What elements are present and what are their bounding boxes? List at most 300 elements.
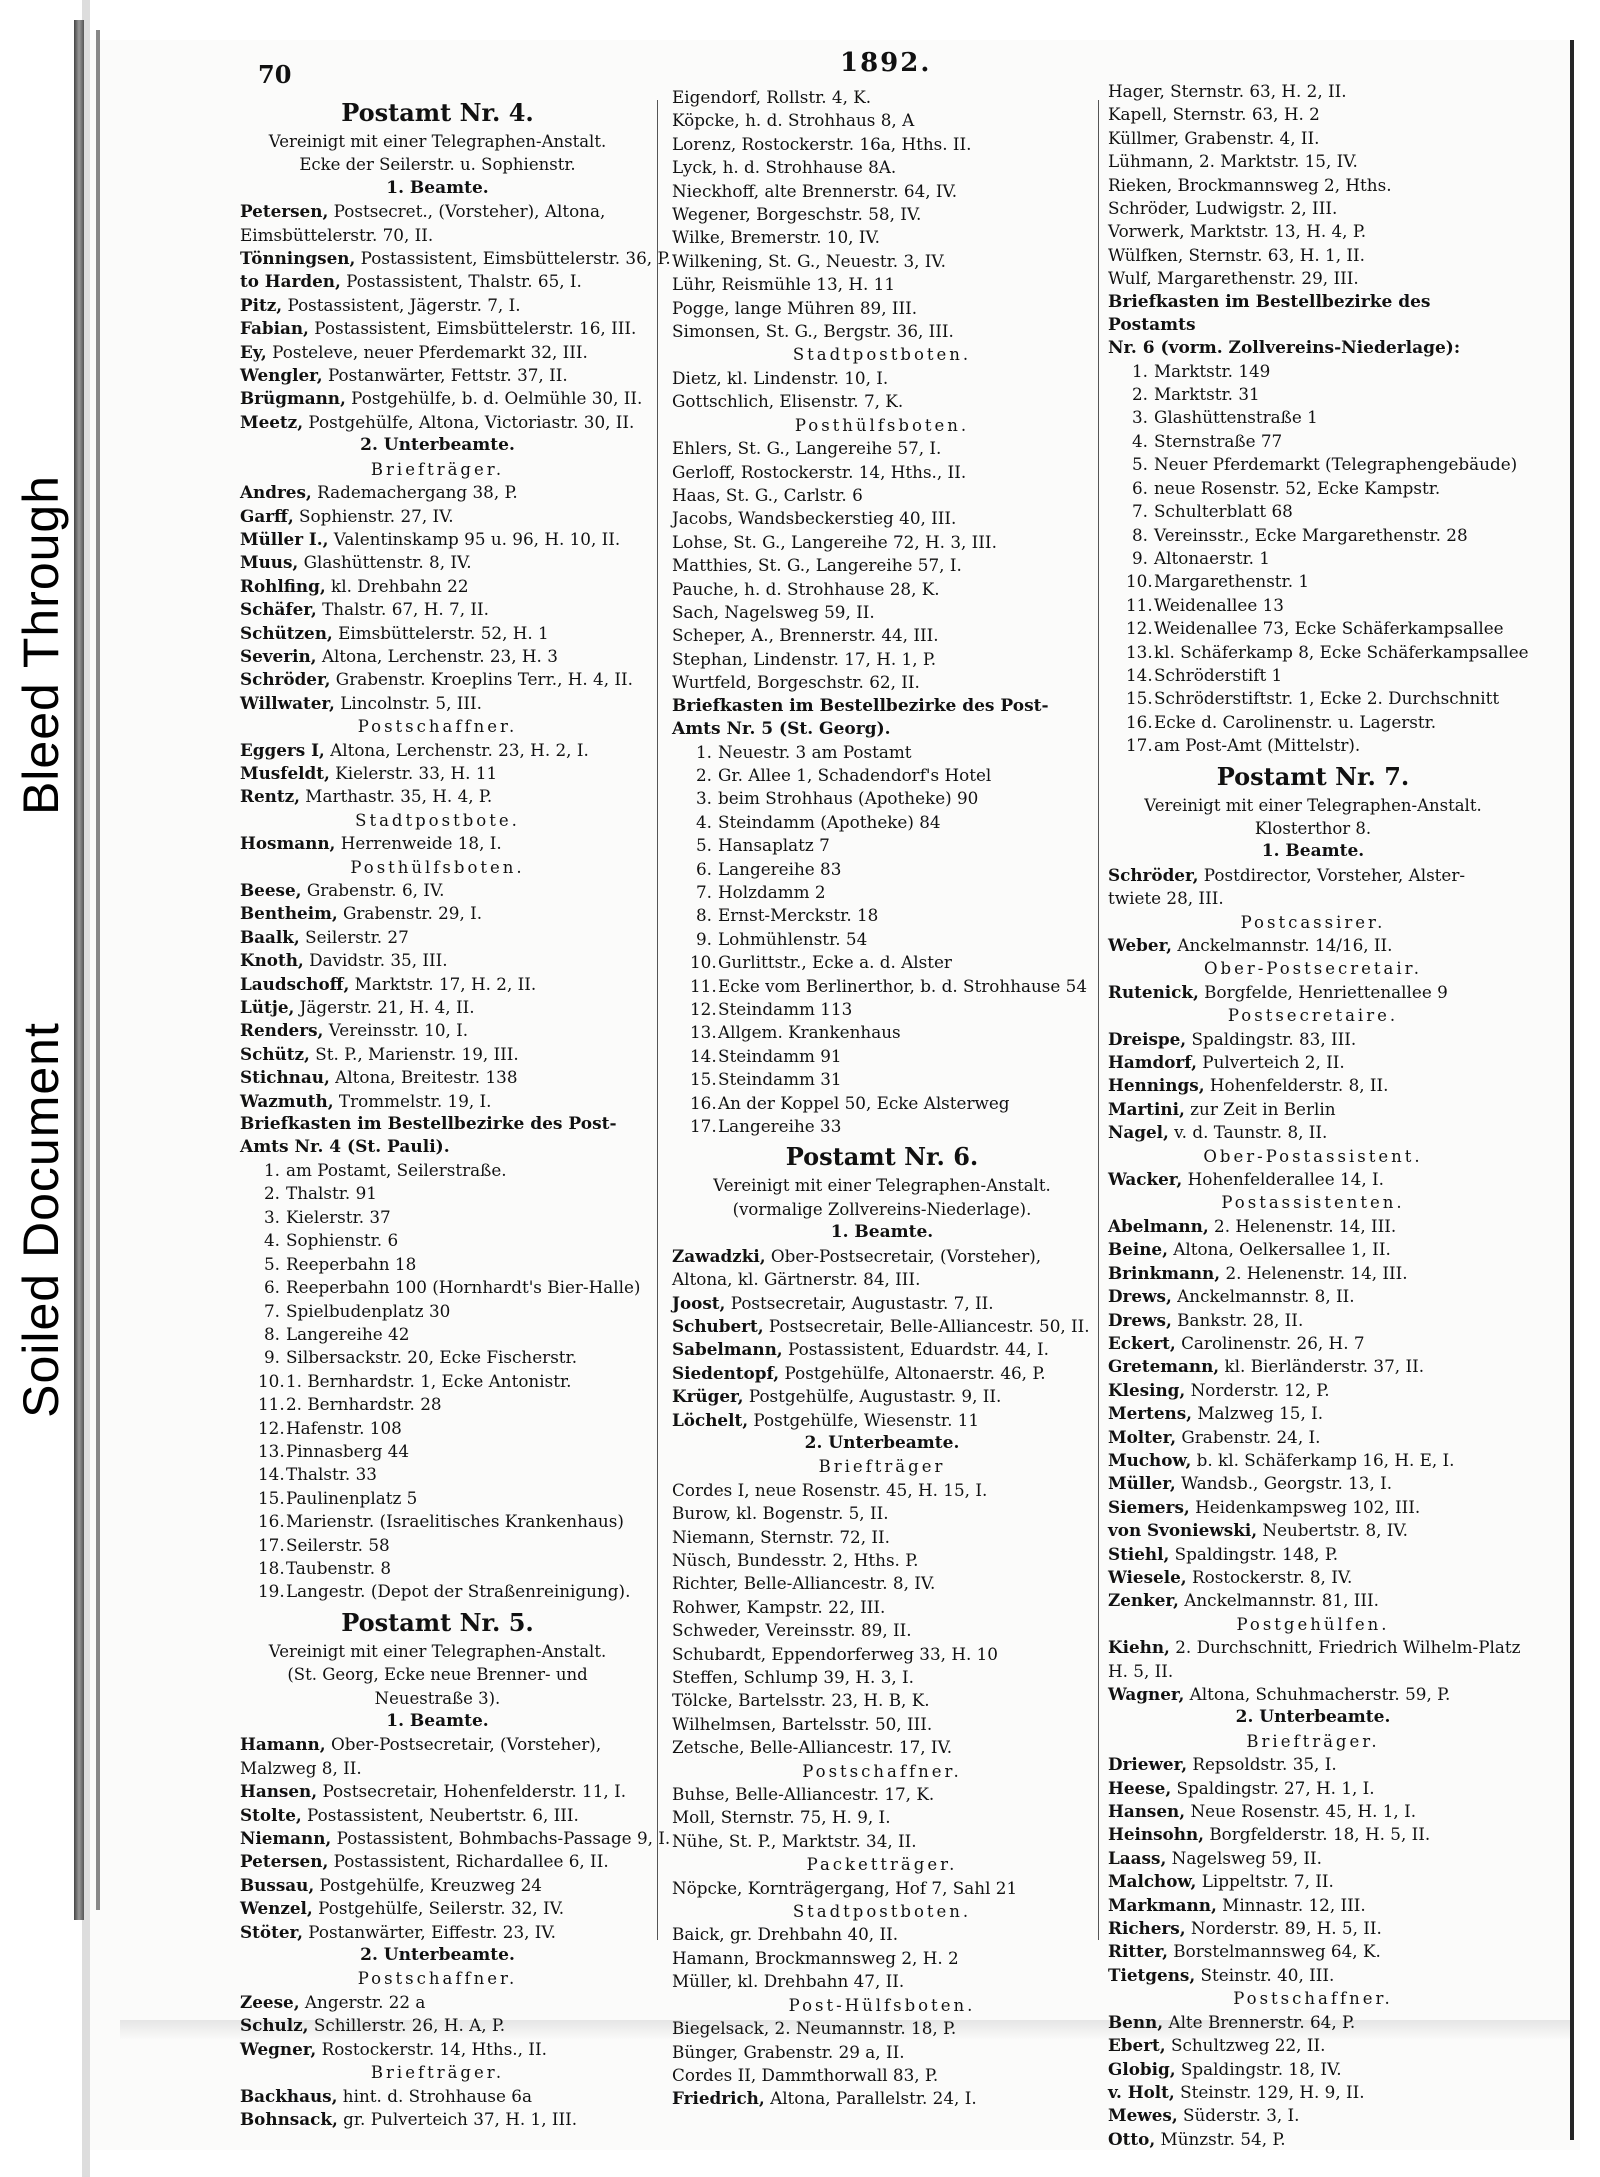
entry-details: Vorwerk, Marktstr. 13, H. 4, P. xyxy=(1108,221,1367,242)
mailbox-item xyxy=(1108,477,1518,500)
mailbox-location: Hansaplatz 7 xyxy=(718,835,830,856)
mailbox-item xyxy=(1108,524,1518,547)
directory-entry xyxy=(240,1827,671,1850)
entry-details: Postanwärter, Fettstr. 37, II. xyxy=(322,365,568,386)
mailbox-location: Steindamm 91 xyxy=(718,1045,842,1066)
mailbox-item xyxy=(1108,687,1518,710)
mailbox-item xyxy=(240,1487,635,1510)
entry-name: Wagner, xyxy=(1108,1684,1185,1704)
entry-details: Postgehülfe, Altonaerstr. 46, P. xyxy=(779,1362,1046,1383)
directory-entry xyxy=(672,1385,1092,1408)
mailbox-item xyxy=(240,1393,635,1416)
mailbox-number: 1. xyxy=(695,741,712,762)
directory-entry xyxy=(240,528,635,551)
mailbox-location: Steindamm 113 xyxy=(718,999,853,1020)
entry-details: Lohse, St. G., Langereihe 72, H. 3, III. xyxy=(672,531,997,552)
entry-details: Altona, kl. Gärtnerstr. 84, III. xyxy=(672,1269,921,1290)
mailbox-number: 19. xyxy=(258,1581,285,1602)
directory-entry xyxy=(1108,887,1518,910)
entry-details: Lühmann, 2. Marktstr. 15, IV. xyxy=(1108,151,1358,172)
mailbox-number: 4. xyxy=(695,811,712,832)
directory-entry xyxy=(672,273,1092,296)
entry-name: Siedentopf, xyxy=(672,1362,780,1383)
directory-entry xyxy=(240,949,635,972)
directory-entry xyxy=(1108,2081,1518,2104)
directory-entry xyxy=(672,1549,1092,1572)
entry-details: Buhse, Belle-Alliancestr. 17, K. xyxy=(672,1784,935,1805)
directory-entry xyxy=(1108,1355,1518,1378)
mailbox-item xyxy=(672,1021,1092,1044)
entry-details: Postsecretair, Hohenfelderstr. 11, I. xyxy=(317,1781,627,1802)
directory-entry xyxy=(240,481,635,504)
entry-details: Marktstr. 17, H. 2, II. xyxy=(349,973,537,994)
entry-details: Spaldingstr. 27, H. 1, I. xyxy=(1171,1777,1375,1798)
directory-entry xyxy=(1108,1472,1518,1495)
directory-entry xyxy=(672,1502,1092,1525)
entry-details: Rostockerstr. 14, Hths., II. xyxy=(316,2038,547,2059)
mailbox-location: Sophienstr. 6 xyxy=(286,1230,399,1251)
mailbox-item xyxy=(240,1557,635,1580)
directory-entry xyxy=(672,1292,1092,1315)
directory-entry xyxy=(672,250,1092,273)
entry-details: Minnastr. 12, III. xyxy=(1216,1894,1366,1915)
mailbox-location: Ecke vom Berlinerthor, b. d. Strohhause 54 xyxy=(718,975,1088,996)
directory-entry xyxy=(1108,1496,1518,1519)
directory-entry xyxy=(672,1689,1092,1712)
mailbox-location: Neuer Pferdemarkt (Telegraphengebäude) xyxy=(1154,454,1518,475)
section-heading: 1. Beamte. xyxy=(1261,841,1365,862)
entry-name: Wazmuth, xyxy=(240,1090,334,1111)
directory-entry xyxy=(240,505,635,528)
directory-entry xyxy=(672,1783,1092,1806)
entry-details: Nühe, St. P., Marktstr. 34, II. xyxy=(672,1830,917,1851)
office-subtitle: Neuestraße 3). xyxy=(374,1688,501,1708)
entry-name: Löchelt, xyxy=(672,1409,749,1430)
entry-details: Spaldingstr. 83, III. xyxy=(1186,1028,1357,1049)
directory-entry xyxy=(1108,1660,1518,1683)
mailbox-number: 14. xyxy=(258,1464,285,1485)
entry-details: Wilhelmsen, Bartelsstr. 50, III. xyxy=(672,1713,933,1734)
mailbox-location: Steindamm 31 xyxy=(718,1069,842,1090)
directory-entry xyxy=(1108,2034,1518,2057)
directory-entry xyxy=(672,2017,1092,2040)
entry-details: Anckelmannstr. 14/16, II. xyxy=(1172,935,1393,955)
directory-entry xyxy=(240,1019,635,1042)
directory-entry xyxy=(1108,197,1518,220)
entry-details: Glashüttenstr. 8, IV. xyxy=(298,552,472,573)
directory-entry xyxy=(672,484,1092,507)
directory-entry xyxy=(240,1874,635,1897)
entry-name: Brinkmann, xyxy=(1108,1262,1221,1283)
entry-details: Lorenz, Rostockerstr. 16a, Hths. II. xyxy=(672,133,972,154)
entry-details: Steinstr. 129, H. 9, II. xyxy=(1174,2081,1365,2102)
mailbox-item xyxy=(240,1276,641,1299)
entry-name: Müller, xyxy=(1108,1473,1176,1494)
mailbox-number: 12. xyxy=(1126,618,1153,639)
entry-details: Lippeltstr. 7, II. xyxy=(1196,1871,1334,1892)
directory-entry xyxy=(1108,1683,1518,1706)
directory-entry xyxy=(1108,1823,1518,1846)
column-rule xyxy=(1098,100,1099,1940)
entry-name: Hennings, xyxy=(1108,1075,1205,1096)
mailbox-number: 11. xyxy=(1126,594,1153,615)
mailbox-location: 2. Bernhardstr. 28 xyxy=(286,1394,442,1415)
entry-name: Hosmann, xyxy=(240,833,336,854)
entry-name: Bussau, xyxy=(240,1874,315,1895)
directory-entry xyxy=(1108,174,1518,197)
entry-name: Ey, xyxy=(240,341,267,362)
entry-name: Wenzel, xyxy=(240,1898,313,1919)
entry-name: Eggers I, xyxy=(240,739,325,760)
mailbox-location: Pinnasberg 44 xyxy=(286,1440,410,1461)
entry-details: Posteleve, neuer Pferdemarkt 32, III. xyxy=(266,341,588,362)
office-heading: Postamt Nr. 6. xyxy=(785,1142,979,1172)
mailbox-location: Schröderstiftstr. 1, Ecke 2. Durchschnitt xyxy=(1154,688,1500,709)
entry-details: hint. d. Strohhause 6a xyxy=(337,2085,532,2106)
entry-details: Haas, St. G., Carlstr. 6 xyxy=(672,484,863,505)
entry-name: Severin, xyxy=(240,645,317,666)
entry-name: Musfeldt, xyxy=(240,762,330,783)
entry-details: Grabenstr. 29, I. xyxy=(337,903,483,924)
entry-name: Backhaus, xyxy=(240,2085,338,2106)
category-heading: Briefträger xyxy=(818,1457,946,1477)
mailbox-item xyxy=(1108,430,1518,453)
section-heading: 1. Beamte. xyxy=(830,1222,934,1243)
book-spine xyxy=(74,20,84,1920)
mailbox-number: 3. xyxy=(1131,407,1148,428)
entry-name: Hamann, xyxy=(240,1734,326,1755)
directory-entry xyxy=(240,551,635,574)
entry-details: Repsoldstr. 35, I. xyxy=(1187,1754,1337,1775)
directory-entry xyxy=(240,879,635,902)
entry-name: Stöter, xyxy=(240,1921,303,1942)
entry-name: Abelmann, xyxy=(1108,1215,1209,1236)
directory-entry xyxy=(240,1090,635,1113)
office-subtitle: Vereinigt mit einer Telegraphen-Anstalt. xyxy=(1144,795,1482,815)
entry-name: Dreispe, xyxy=(1108,1028,1187,1049)
entry-name: Zenker, xyxy=(1108,1590,1179,1611)
mailbox-location: Glashüttenstraße 1 xyxy=(1154,407,1318,428)
entry-name: Markmann, xyxy=(1108,1894,1217,1915)
directory-entry xyxy=(672,1315,1092,1338)
entry-details: Rostockerstr. 8, IV. xyxy=(1186,1566,1353,1587)
directory-entry xyxy=(1108,1753,1518,1776)
mailbox-item xyxy=(1108,617,1518,640)
entry-details: Postgehülfe, Altona, Victoriastr. 30, II. xyxy=(303,411,635,432)
entry-details: Borgfelderstr. 18, H. 5, II. xyxy=(1204,1824,1431,1845)
mailbox-location: Ernst-Merckstr. 18 xyxy=(718,905,879,926)
mailbox-location: Altonaerstr. 1 xyxy=(1154,547,1270,568)
entry-details: Neue Rosenstr. 45, H. 1, I. xyxy=(1185,1801,1417,1822)
mailbox-number: 16. xyxy=(690,1092,717,1113)
directory-entry xyxy=(1108,934,1518,957)
entry-details: kl. Drehbahn 22 xyxy=(325,575,469,596)
entry-name: Krüger, xyxy=(672,1386,744,1407)
mailbox-location: Silbersackstr. 20, Ecke Fischerstr. xyxy=(286,1347,578,1368)
entry-details: Spaldingstr. 18, IV. xyxy=(1175,2058,1342,2079)
entry-details: Anckelmannstr. 81, III. xyxy=(1178,1590,1380,1611)
directory-entry xyxy=(1108,1168,1518,1191)
mailbox-number: 6. xyxy=(263,1277,280,1298)
entry-details: Richter, Belle-Alliancestr. 8, IV. xyxy=(672,1573,936,1594)
directory-entry xyxy=(672,1923,1092,1946)
entry-details: Nöpcke, Kornträgergang, Hof 7, Sahl 21 xyxy=(672,1877,1018,1898)
directory-entry xyxy=(672,390,1092,413)
entry-details: Nüsch, Bundesstr. 2, Hths. P. xyxy=(672,1549,919,1570)
directory-entry xyxy=(240,1757,635,1780)
directory-entry xyxy=(672,297,1092,320)
column-middle xyxy=(672,86,1092,2111)
directory-entry xyxy=(240,1921,635,1944)
directory-entry xyxy=(1108,1426,1518,1449)
directory-entry xyxy=(240,270,635,293)
mailbox-number: 15. xyxy=(1126,688,1153,709)
section-heading: 1. Beamte. xyxy=(386,177,489,198)
directory-entry xyxy=(240,317,635,340)
entry-details: Anckelmannstr. 8, II. xyxy=(1171,1286,1355,1307)
entry-details: 2. Helenenstr. 14, III. xyxy=(1220,1262,1408,1283)
entry-details: Hohenfelderallee 14, I. xyxy=(1182,1169,1384,1190)
bleed-through-label: Bleed Through xyxy=(13,474,69,816)
mailbox-item xyxy=(672,998,1092,1021)
entry-name: Baalk, xyxy=(240,926,300,947)
office-subtitle: Klosterthor 8. xyxy=(1254,818,1372,838)
directory-entry xyxy=(240,622,635,645)
mailbox-item xyxy=(240,1300,635,1323)
directory-entry xyxy=(1108,1262,1518,1285)
page-number: 70 xyxy=(258,60,292,89)
page-right-edge xyxy=(1570,40,1574,2140)
entry-details: Grabenstr. Kroeplins Terr., H. 4, II. xyxy=(330,669,633,690)
office-heading: Postamt Nr. 5. xyxy=(341,1607,534,1637)
directory-entry xyxy=(672,624,1092,647)
mailbox-number: 15. xyxy=(690,1069,717,1090)
entry-details: Altona, Lerchenstr. 23, H. 3 xyxy=(316,645,558,666)
mailbox-location: Allgem. Krankenhaus xyxy=(718,1022,901,1043)
entry-details: Niemann, Sternstr. 72, II. xyxy=(672,1526,890,1547)
entry-details: Postassistent, Bohmbachs-Passage 9, I. xyxy=(331,1828,671,1849)
entry-details: St. P., Marienstr. 19, III. xyxy=(309,1043,519,1064)
mailbox-location: Margarethenstr. 1 xyxy=(1154,571,1310,592)
entry-details: Postassistent, Eimsbüttelerstr. 36, P. xyxy=(355,248,671,269)
directory-entry xyxy=(672,1947,1092,1970)
category-heading: Stadtpostbote. xyxy=(355,810,520,830)
entry-details: Nieckhoff, alte Brennerstr. 64, IV. xyxy=(672,180,958,201)
entry-details: Altona, Schuhmacherstr. 59, P. xyxy=(1184,1684,1451,1704)
mailbox-item xyxy=(672,811,1092,834)
entry-name: Ritter, xyxy=(1108,1941,1168,1962)
directory-entry xyxy=(240,575,635,598)
entry-name: Pitz, xyxy=(240,294,283,315)
mailbox-number: 8. xyxy=(695,905,712,926)
entry-details: Postsecretair, Belle-Alliancestr. 50, II. xyxy=(763,1315,1090,1336)
entry-name: Rohlfing, xyxy=(240,575,326,596)
section-heading: 2. Unterbeamte. xyxy=(1235,1707,1391,1728)
mailbox-location: Ecke d. Carolinenstr. u. Lagerstr. xyxy=(1154,711,1437,732)
directory-entry xyxy=(240,973,635,996)
entry-details: Malzweg 8, II. xyxy=(240,1757,362,1778)
entry-name: Malchow, xyxy=(1108,1871,1197,1892)
entry-name: Schützen, xyxy=(240,622,333,643)
entry-details: Ehlers, St. G., Langereihe 57, I. xyxy=(672,438,942,459)
entry-details: Stephan, Lindenstr. 17, H. 1, P. xyxy=(672,648,937,669)
mailbox-item xyxy=(672,858,1092,881)
mailbox-location: Marktstr. 31 xyxy=(1154,384,1260,405)
mailbox-location: Lohmühlenstr. 54 xyxy=(718,928,868,949)
entry-details: gr. Pulverteich 37, H. 1, III. xyxy=(337,2108,578,2129)
directory-entry xyxy=(1108,1917,1518,1940)
directory-entry xyxy=(240,247,671,270)
entry-name: Muus, xyxy=(240,552,299,573)
category-heading: Briefträger. xyxy=(370,2063,505,2083)
entry-details: Köpcke, h. d. Strohhaus 8, A xyxy=(672,110,915,131)
directory-entry xyxy=(672,648,1092,671)
mailbox-location: kl. Schäferkamp 8, Ecke Schäferkampsallee xyxy=(1154,641,1529,662)
directory-entry xyxy=(672,601,1092,624)
entry-details: Müller, kl. Drehbahn 47, II. xyxy=(672,1971,905,1992)
mailbox-item xyxy=(672,928,1092,951)
entry-details: Wilkening, St. G., Neuestr. 3, IV. xyxy=(672,250,946,271)
mailbox-heading: Briefkasten im Bestellbezirke des Post- xyxy=(672,695,1049,716)
entry-name: v. Holt, xyxy=(1108,2081,1175,2102)
mailbox-item xyxy=(240,1229,635,1252)
category-heading: Post-Hülfsboten. xyxy=(788,1995,976,2015)
mailbox-item xyxy=(240,1206,635,1229)
section-heading: 2. Unterbeamte. xyxy=(360,435,515,456)
directory-entry xyxy=(672,109,1092,132)
entry-name: Laass, xyxy=(1108,1847,1167,1868)
entry-details: Gerloff, Rostockerstr. 14, Hths., II. xyxy=(672,461,967,482)
entry-details: Malzweg 15, I. xyxy=(1192,1403,1324,1424)
entry-name: Stiehl, xyxy=(1108,1543,1170,1564)
directory-entry xyxy=(240,1897,635,1920)
entry-details: Postgehülfe, b. d. Oelmühle 30, II. xyxy=(345,388,643,409)
entry-name: Joost, xyxy=(672,1292,726,1313)
entry-name: Klesing, xyxy=(1108,1379,1186,1400)
directory-entry xyxy=(240,364,635,387)
mailbox-location: Steindamm (Apotheke) 84 xyxy=(718,811,941,832)
mailbox-item xyxy=(672,975,1092,998)
soiled-document-label: Soiled Document xyxy=(13,1022,69,1418)
entry-details: Jacobs, Wandsbeckerstieg 40, III. xyxy=(672,508,957,529)
category-heading: Posthülfsboten. xyxy=(794,415,970,435)
mailbox-number: 12. xyxy=(258,1417,285,1438)
mailbox-number: 7. xyxy=(1131,501,1148,522)
entry-details: Biegelsack, 2. Neumannstr. 18, P. xyxy=(672,2018,957,2039)
mailbox-number: 1. xyxy=(1131,360,1148,381)
mailbox-number: 9. xyxy=(1131,547,1148,568)
office-heading: Postamt Nr. 7. xyxy=(1216,761,1410,791)
mailbox-number: 6. xyxy=(695,858,712,879)
directory-entry xyxy=(240,832,635,855)
entry-details: Rieken, Brockmannsweg 2, Hths. xyxy=(1108,174,1392,195)
mailbox-number: 3. xyxy=(263,1206,280,1227)
category-heading: Ober-Postsecretair. xyxy=(1204,959,1422,979)
mailbox-location: Gurlittstr., Ecke a. d. Alster xyxy=(718,952,952,973)
directory-entry xyxy=(672,86,1092,109)
entry-name: Drews, xyxy=(1108,1309,1172,1330)
category-heading: Packetträger. xyxy=(806,1855,958,1875)
directory-entry xyxy=(240,2014,635,2037)
mailbox-number: 1. xyxy=(263,1160,280,1181)
directory-entry xyxy=(240,200,635,223)
entry-name: Schulz, xyxy=(240,2015,309,2036)
entry-details: Spaldingstr. 148, P. xyxy=(1169,1543,1339,1564)
directory-entry xyxy=(672,461,1092,484)
entry-details: Schröder, Ludwigstr. 2, III. xyxy=(1108,198,1338,219)
entry-details: 2. Durchschnitt, Friedrich Wilhelm-Platz xyxy=(1169,1637,1521,1658)
mailbox-item xyxy=(672,834,1092,857)
entry-details: Postdirector, Vorsteher, Alster- xyxy=(1198,864,1466,885)
watermark-sidebar xyxy=(0,0,82,2177)
directory-entry xyxy=(1108,2058,1518,2081)
directory-entry xyxy=(672,1268,1092,1291)
directory-entry xyxy=(672,133,1092,156)
entry-name: Richers, xyxy=(1108,1918,1186,1939)
entry-details: Moll, Sternstr. 75, H. 9, I. xyxy=(672,1807,891,1828)
office-subtitle: (St. Georg, Ecke neue Brenner- und xyxy=(287,1665,588,1685)
entry-details: Valentinskamp 95 u. 96, H. 10, II. xyxy=(328,528,621,549)
entry-name: Garff, xyxy=(240,505,294,526)
mailbox-location: Langereihe 83 xyxy=(718,858,842,879)
mailbox-item xyxy=(672,1068,1092,1091)
entry-name: Laudschoff, xyxy=(240,973,350,994)
directory-entry xyxy=(672,2041,1092,2064)
entry-details: Trommelstr. 19, I. xyxy=(333,1090,492,1111)
directory-entry xyxy=(672,1526,1092,1549)
entry-name: Wacker, xyxy=(1108,1169,1183,1190)
entry-name: Eckert, xyxy=(1108,1332,1176,1353)
entry-details: Carolinenstr. 26, H. 7 xyxy=(1175,1332,1365,1353)
directory-entry xyxy=(1108,1309,1518,1332)
mailbox-location: Weidenallee 73, Ecke Schäferkampsallee xyxy=(1154,618,1504,639)
directory-entry xyxy=(1108,267,1518,290)
mailbox-number: 4. xyxy=(263,1230,280,1251)
category-heading: Postschaffner. xyxy=(357,1969,518,1989)
mailbox-heading: Amts Nr. 4 (St. Pauli). xyxy=(240,1137,450,1158)
entry-details: Süderstr. 3, I. xyxy=(1177,2105,1300,2126)
mailbox-item xyxy=(240,1580,635,1603)
entry-details: Zetsche, Belle-Alliancestr. 17, IV. xyxy=(672,1737,953,1758)
entry-name: Hansen, xyxy=(240,1781,318,1802)
directory-entry xyxy=(672,1736,1092,1759)
mailbox-location: Marienstr. (Israelitisches Krankenhaus) xyxy=(286,1511,624,1532)
directory-entry xyxy=(1108,864,1518,887)
entry-name: Benn, xyxy=(1108,2011,1164,2032)
entry-name: Beese, xyxy=(240,880,302,900)
directory-entry xyxy=(672,1619,1092,1642)
directory-entry xyxy=(240,645,635,668)
mailbox-number: 5. xyxy=(1131,454,1148,475)
office-subtitle: (vormalige Zollvereins-Niederlage). xyxy=(732,1199,1032,1219)
mailbox-item xyxy=(672,1092,1092,1115)
entry-details: Cordes I, neue Rosenstr. 45, H. 15, I. xyxy=(672,1479,988,1500)
entry-name: Otto, xyxy=(1108,2128,1156,2149)
entry-details: Borstelmannsweg 64, K. xyxy=(1167,1941,1381,1962)
mailbox-number: 2. xyxy=(263,1183,280,1204)
directory-entry xyxy=(240,1780,635,1803)
directory-entry xyxy=(672,578,1092,601)
directory-entry xyxy=(672,156,1092,179)
directory-entry xyxy=(672,320,1092,343)
directory-entry xyxy=(1108,127,1518,150)
directory-entry xyxy=(672,554,1092,577)
column-left xyxy=(240,94,671,2131)
entry-name: Schröder, xyxy=(240,669,331,690)
mailbox-number: 3. xyxy=(695,788,712,809)
entry-details: Neubertstr. 8, IV. xyxy=(1257,1520,1408,1541)
mailbox-number: 5. xyxy=(263,1253,280,1274)
